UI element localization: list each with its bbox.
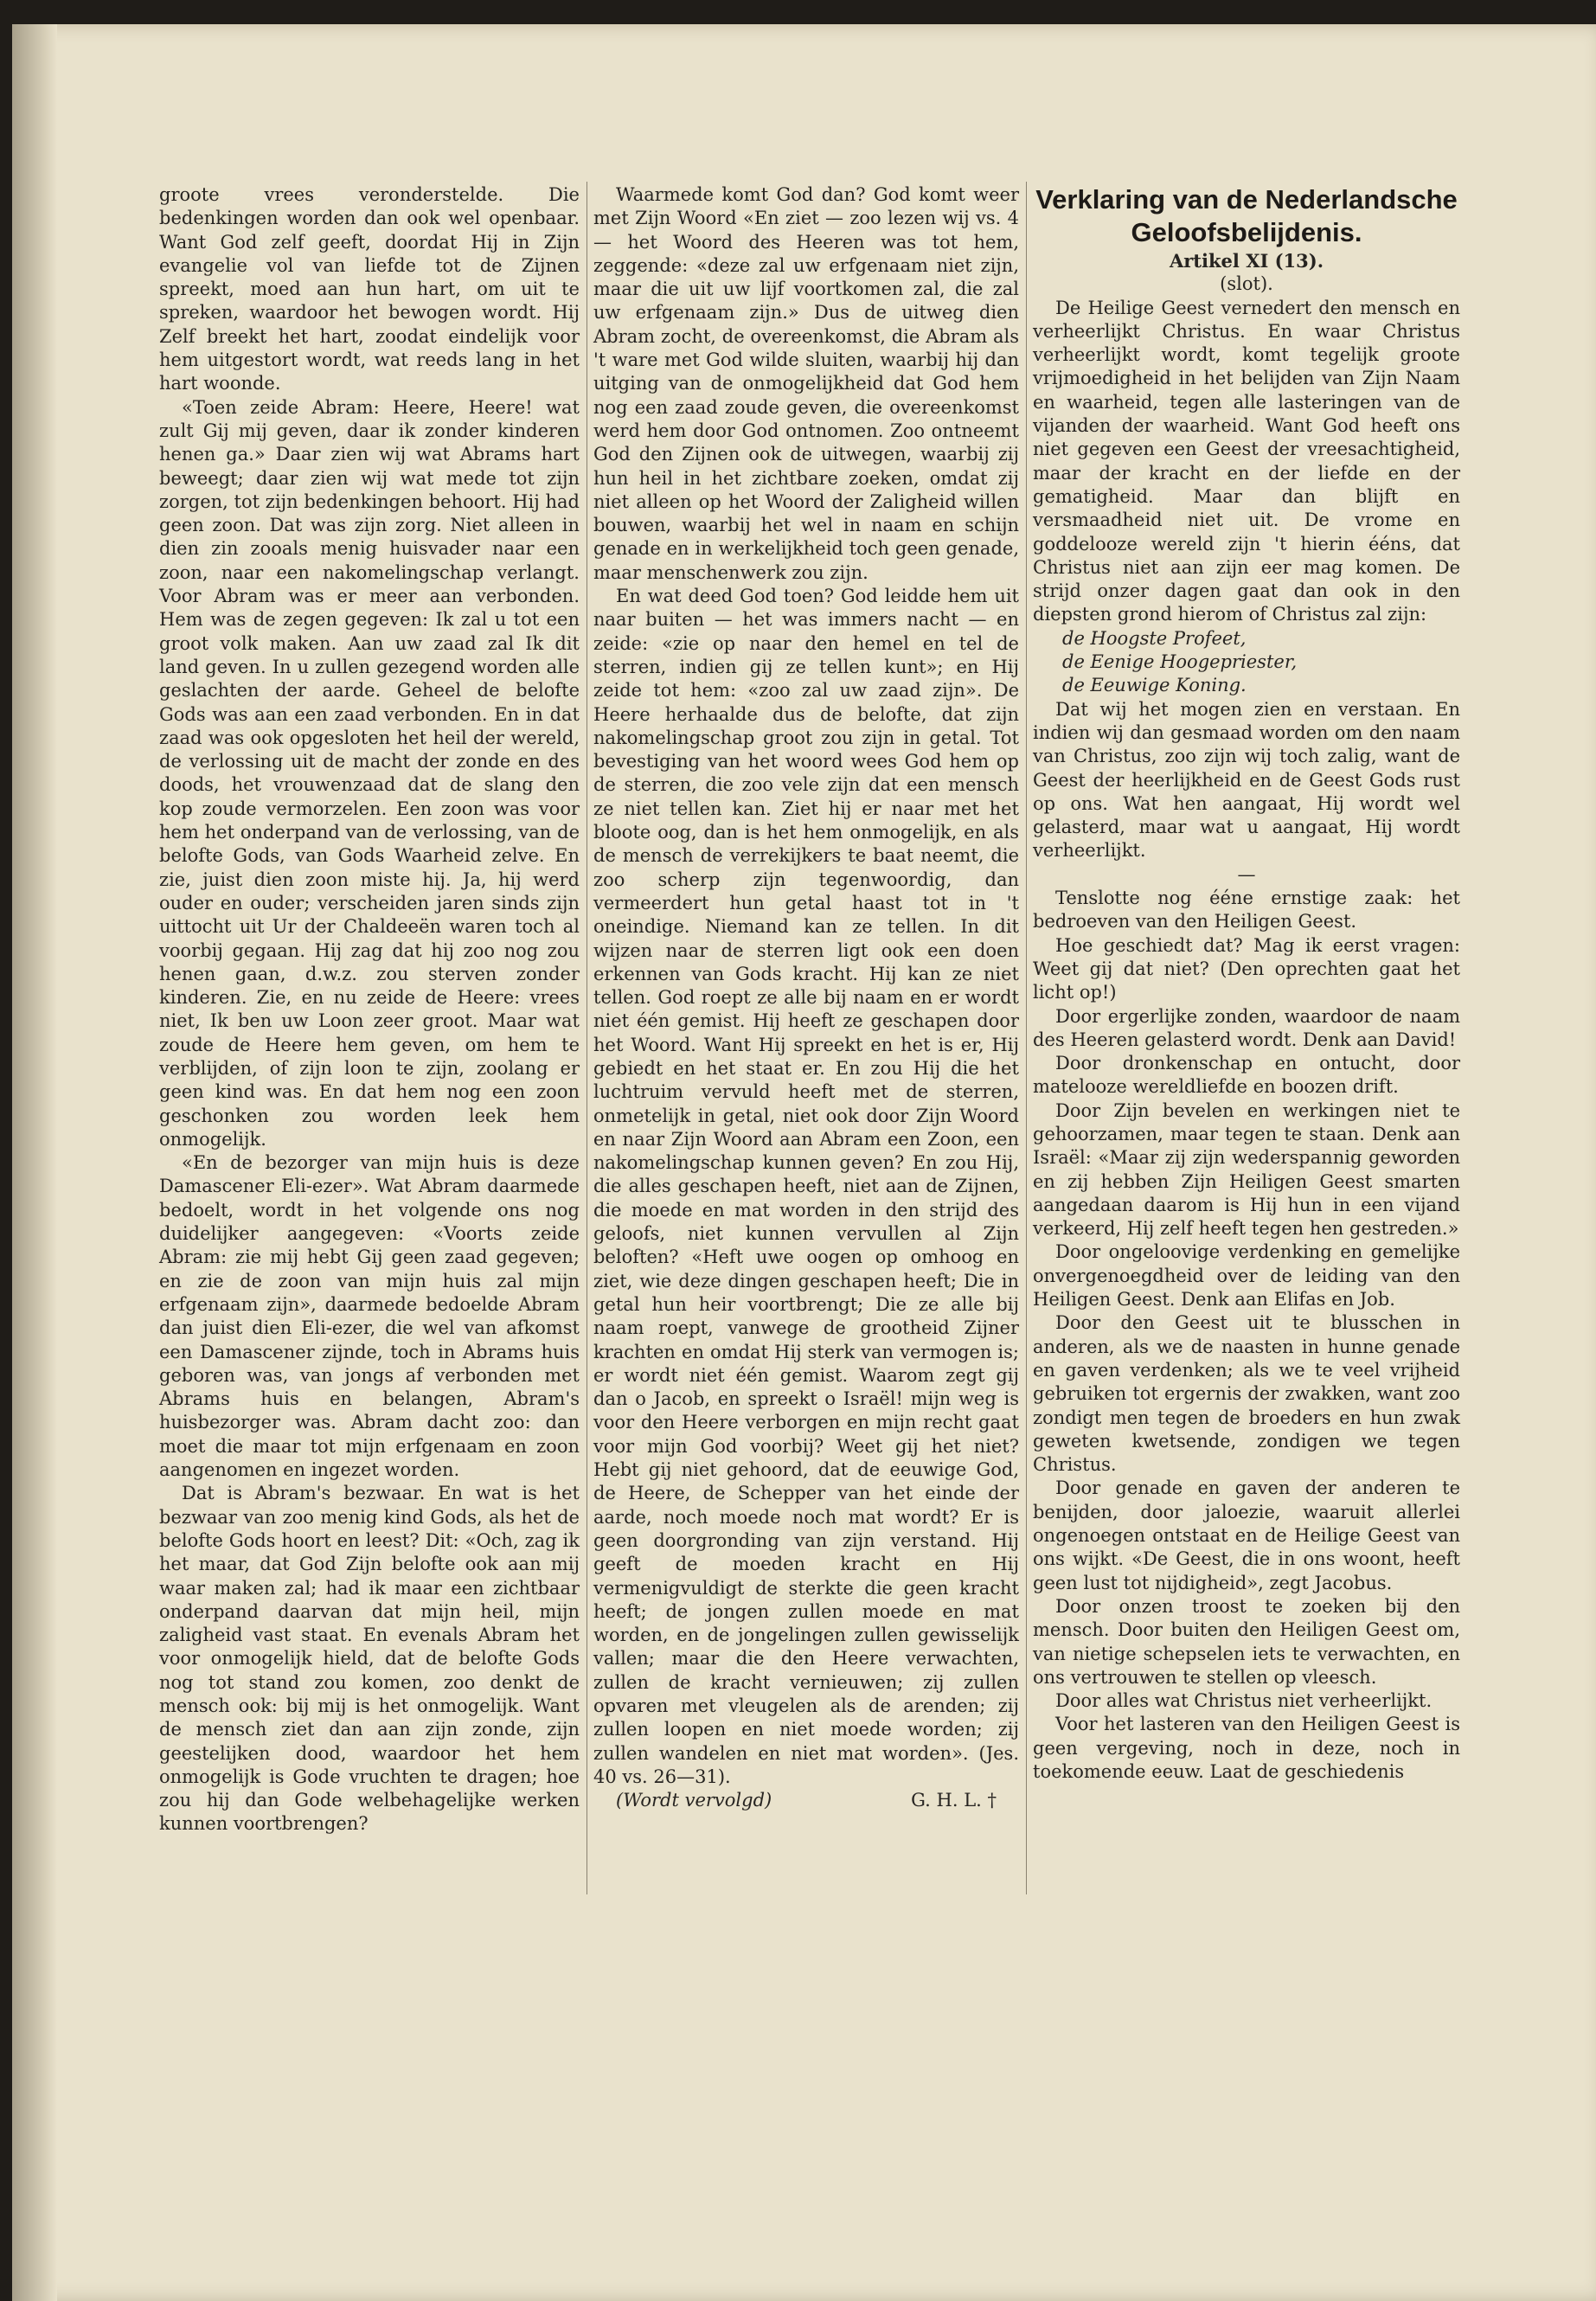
article-title: Verklaring van de Nederlandsche Geloofsbelijdenis.: [1035, 184, 1458, 247]
author-signature: G. H. L. †: [911, 1790, 997, 1811]
list-item: de Eeuwige Koning.: [1062, 675, 1247, 696]
column-2: [593, 183, 1019, 1812]
col3-paragraph: De Heilige Geest vernedert den mensch en verheerlijkt Christus. En waar Christus verheerlijkt wordt, komt tegelijk groote vrijmoedigheid in het belijden van Zijn Naam en waarheid, tegen alle lasteringen van de vijanden der waarheid. Want God heeft ons niet gegeven een Geest der vreesachtigheid, maar der kracht en der liefde en der gematigheid. Maar dan blijft en versmaadheid niet uit. De vrome en goddelooze wereld zijn 't hierin ééns, dat Christus niet aan zijn eer mag komen. De strijd onzer dagen gaat dan ook in den diepsten grond hierom of Christus zal zijn:: [1033, 297, 1460, 625]
col2-footer: [593, 1789, 1019, 1812]
column-3: [1033, 183, 1460, 1784]
col2-paragraph: Waarmede komt God dan? God komt weer met Zijn Woord «En ziet — zoo lezen wij vs. 4 — het Woord des Heeren was tot hem, zeggende: «deze zal uw erfgenaam niet zijn, maar die uit uw lijf voortkomen zal, die zal uw erfgenaam zijn.» Dus de uitweg dien Abram zocht, de overeenkomst, die Abram als 't ware met God wilde sluiten, waarbij hij dan uitging van de onmogelijkheid dat God hem nog een zaad zoude geven, die overeenkomst werd hem door God ontnomen. Zoo ontneemt God den Zijnen ook de uitwegen, waarbij zij hun heil in het zichtbare zoeken, omdat zij niet alleen op het Woord der Zaligheid willen bouwen, waarbij het wel in naam en schijn genade en in werkelijkheid toch geen genade, maar menschenwerk zou zijn.: [593, 184, 1019, 583]
col3-paragraph: Hoe geschiedt dat? Mag ik eerst vragen: Weet gij dat niet? (Den oprechten gaat het licht op!): [1033, 934, 1460, 1003]
col3-paragraph: Tenslotte nog ééne ernstige zaak: het bedroeven van den Heiligen Geest.: [1033, 888, 1460, 933]
col3-paragraph: Door Zijn bevelen en werkingen niet te gehoorzamen, maar tegen te staan. Denk aan Israël: «Maar zij zijn wederspannig geworden en zij hebben Zijn Heiligen Geest smarten aangedaan daarom is Hij hun in een vijand verkeerd, Hij zelf heeft tegen hen gestreden.»: [1033, 1099, 1460, 1240]
col1-paragraph: «En de bezorger van mijn huis is deze Damascener Eli-ezer». Wat Abram daarmede bedoelt, wordt in het volgende ons nog duidelijker aangegeven: «Voorts zeide Abram: zie mij hebt Gij geen zaad gegeven; en zie de zoon van mijn huis zal mijn erfgenaam zijn», daarmede bedoelde Abram dan juist dien Eli-ezer, die wel van afkomst een Damascener zijnde, toch in Abrams huis geboren was, van jongs af verbonden met Abrams huis en belangen, Abram's huisbezorger was. Abram dacht zoo: dan moet die maar tot mijn erfgenaam en zoon aangenomen en ingezet worden.: [159, 1152, 580, 1481]
col1-paragraph: groote vrees veronderstelde. Die bedenkingen worden dan ook wel openbaar. Want God zelf geeft, doordat Hij in Zijn evangelie vol van liefde tot de Zijnen spreekt, moed aan hun hart, om uit te spreken, waardoor het bewogen wordt. Hij Zelf breekt het hart, zoodat eindelijk voor hem uitgestort wordt, wat reeds lang in het hart woonde.: [159, 184, 580, 394]
column-divider-2: [1026, 182, 1027, 1894]
office-list: [1033, 627, 1460, 698]
column-1: [159, 183, 580, 1836]
col3-paragraph: Voor het lasteren van den Heiligen Geest is geen vergeving, noch in deze, noch in toekomende eeuw. Laat de geschiedenis: [1033, 1714, 1460, 1782]
continued-note: (Wordt vervolgd): [616, 1790, 772, 1811]
col1-paragraph: «Toen zeide Abram: Heere, Heere! wat zult Gij mij geven, daar ik zonder kinderen henen ga.» Daar zien wij wat Abrams hart beweegt; daar zien wij wat mede tot zijn zorgen, tot zijn bedenkingen behoort. Hij had geen zoon. Dat was zijn zorg. Niet alleen in dien zin zooals menig huisvader naar een zoon, naar een nakomelingschap verlangt. Voor Abram was er meer aan verbonden. Hem was de zegen gegeven: Ik zal u tot een groot volk maken. Aan uw zaad zal Ik dit land geven. In u zullen gezegend worden alle geslachten der aarde. Geheel de belofte Gods was aan een zaad verbonden. En in dat zaad was ook opgesloten het heil der wereld, de verlossing uit de macht der zonde en des doods, het vrouwenzaad dat de slang den kop zoude vermorzelen. Een zoon was voor hem het onderpand van de verlossing, van de belofte Gods, van Gods Waarheid zelve. En zie, juist dien zoon miste hij. Ja, hij werd ouder en ouder; verscheiden jaren sinds zijn uittocht uit Ur der Chaldeeën waren toch al voorbij gegaan. Hij zag dat hij zoo nog zou henen gaan, d.w.z. zou sterven zonder kinderen. Zie, en nu zeide de Heere: vrees niet, Ik ben uw Loon zeer groot. Maar wat zoude de Heere hem geven, om hem te verblijden, of zijn loon te zijn, zoolang er geen kind was. En dat hem nog een zoon geschonken zou worden leek hem onmogelijk.: [159, 396, 580, 1150]
col1-paragraph: Dat is Abram's bezwaar. En wat is het bezwaar van zoo menig kind Gods, als het de belofte Gods hoort en leest? Dit: «Och, zag ik het maar, dat God Zijn belofte ook aan mij waar maken zal; had ik maar een zichtbaar onderpand daarvan dat mijn heil, mijn zaligheid vast staat. En evenals Abram het voor onmogelijk hield, dat de belofte Gods nog tot stand zou komen, zoo denkt de mensch ook: bij mij is het onmogelijk. Want de mensch ziet dan aan zijn zonde, zijn geestelijken dood, waardoor het hem onmogelijk is Gode vruchten te dragen; hoe zou hij dan Gode welbehagelijke werken kunnen voortbrengen?: [159, 1483, 580, 1835]
col3-paragraph: Door ergerlijke zonden, waardoor de naam des Heeren gelasterd wordt. Denk aan David!: [1033, 1005, 1460, 1050]
col3-paragraph: Dat wij het mogen zien en verstaan. En indien wij dan gesmaad worden om den naam van Christus, zoo zijn wij toch zalig, want de Geest der heerlijkheid en de Geest Gods rust op ons. Wat hen aangaat, Hij wordt wel gelasterd, maar wat u aangaat, Hij wordt verheerlijkt.: [1033, 698, 1460, 862]
article-slot: (slot).: [1220, 273, 1273, 295]
col3-paragraph: Door genade en gaven der anderen te benijden, door jaloezie, waaruit allerlei ongenoegen ontstaat en de Heilige Geest van ons wijkt. «De Geest, die in ons woont, heeft geen lust tot nijdigheid», zegt Jacobus.: [1033, 1477, 1460, 1593]
page-binding-shadow: [12, 24, 57, 2301]
col2-paragraph: En wat deed God toen? God leidde hem uit naar buiten — het was immers nacht — en zeide: «zie op naar den hemel en tel de sterren, indien gij ze tellen kunt»; en Hij zeide tot hem: «zoo zal uw zaad zijn». De Heere herhaalde dus de belofte, dat zijn nakomelingschap groot zou zijn in getal. Tot bevestiging van het woord wees God hem op de sterren, die zoo vele zijn dat een mensch ze niet tellen kan. Ziet hij er naar met het bloote oog, dan is het hem onmogelijk, en als de mensch de verrekijkers te baat neemt, die zoo scherp zijn tegenwoordig, dan vermeerdert hun getal haast tot in 't oneindige. Niemand kan ze tellen. In dit wijzen naar de sterren ligt ook een doen erkennen van Gods kracht. Hij kan ze niet tellen. God roept ze alle bij naam en er wordt niet één gemist. Hij heeft ze geschapen door het Woord. Want Hij spreekt en het is er, Hij gebiedt en het staat er. En zou Hij die het luchtruim vervuld heeft met de sterren, onmetelijk in getal, niet ook door Zijn Woord en naar Zijn Woord aan Abram een Zoon, een nakomelingschap kunnen geven? En zou Hij, die alles geschapen heeft, niet aan de Zijnen, die moede en mat worden in den strijd des geloofs, niet kunnen vervullen al Zijn beloften? «Heft uwe oogen op omhoog en ziet, wie deze dingen geschapen heeft; Die in getal hun heir voortbrengt; Die ze alle bij naam roept, vanwege de grootheid Zijner krachten en omdat Hij sterk van vermogen is; er wordt niet één gemist. Waarom zegt gij dan o Jacob, en spreekt o Israël! mijn weg is voor den Heere verborgen en mijn recht gaat voor mijn God voorbij? Weet gij het niet? Hebt gij niet gehoord, dat de eeuwige God, de Heere, de Schepper van het einde der aarde, noch moede noch mat wordt? Er is geen doorgronding van zijn verstand. Hij geeft de moeden kracht en Hij vermenigvuldigt de sterkte die geen kracht heeft; de jongen zullen moede en mat worden, en de jongelingen zullen gewisselijk vallen; maar die den Heere verwachten, zullen de kracht vernieuwen; zij zullen opvaren met vleugelen als de arenden; zij zullen loopen en niet moede worden; zij zullen wandelen en niet mat worden». (Jes. 40 vs. 26—31).: [593, 586, 1019, 1787]
col3-paragraph: Door ongeloovige verdenking en gemelijke onvergenoegdheid over de leiding van den Heiligen Geest. Denk aan Elifas en Job.: [1033, 1241, 1460, 1311]
col3-paragraph: Door alles wat Christus niet verheerlijkt.: [1055, 1690, 1433, 1712]
article-number: Artikel XI (13).: [1169, 250, 1324, 272]
column-divider-1: [586, 182, 587, 1894]
col3-paragraph: Door den Geest uit te blusschen in anderen, als we de naasten in hunne genade en gaven verdenken; als we te veel vrijheid gebruiken tot ergernis der zwakken, want zoo zondigt men tegen de broeders en hun zwak geweten kwetsende, zondigen we tegen Christus.: [1033, 1312, 1460, 1476]
col3-paragraph: Door onzen troost te zoeken bij den mensch. Door buiten den Heiligen Geest om, van nietige schepselen iets te verwachten, en ons vertrouwen te stellen op vleesch.: [1033, 1595, 1460, 1688]
section-separator: —: [1237, 863, 1256, 885]
list-item: de Hoogste Profeet,: [1062, 627, 1247, 649]
col3-paragraph: Door dronkenschap en ontucht, door matelooze wereldliefde en boozen drift.: [1033, 1053, 1460, 1098]
list-item: de Eenige Hoogepriester,: [1062, 651, 1298, 673]
